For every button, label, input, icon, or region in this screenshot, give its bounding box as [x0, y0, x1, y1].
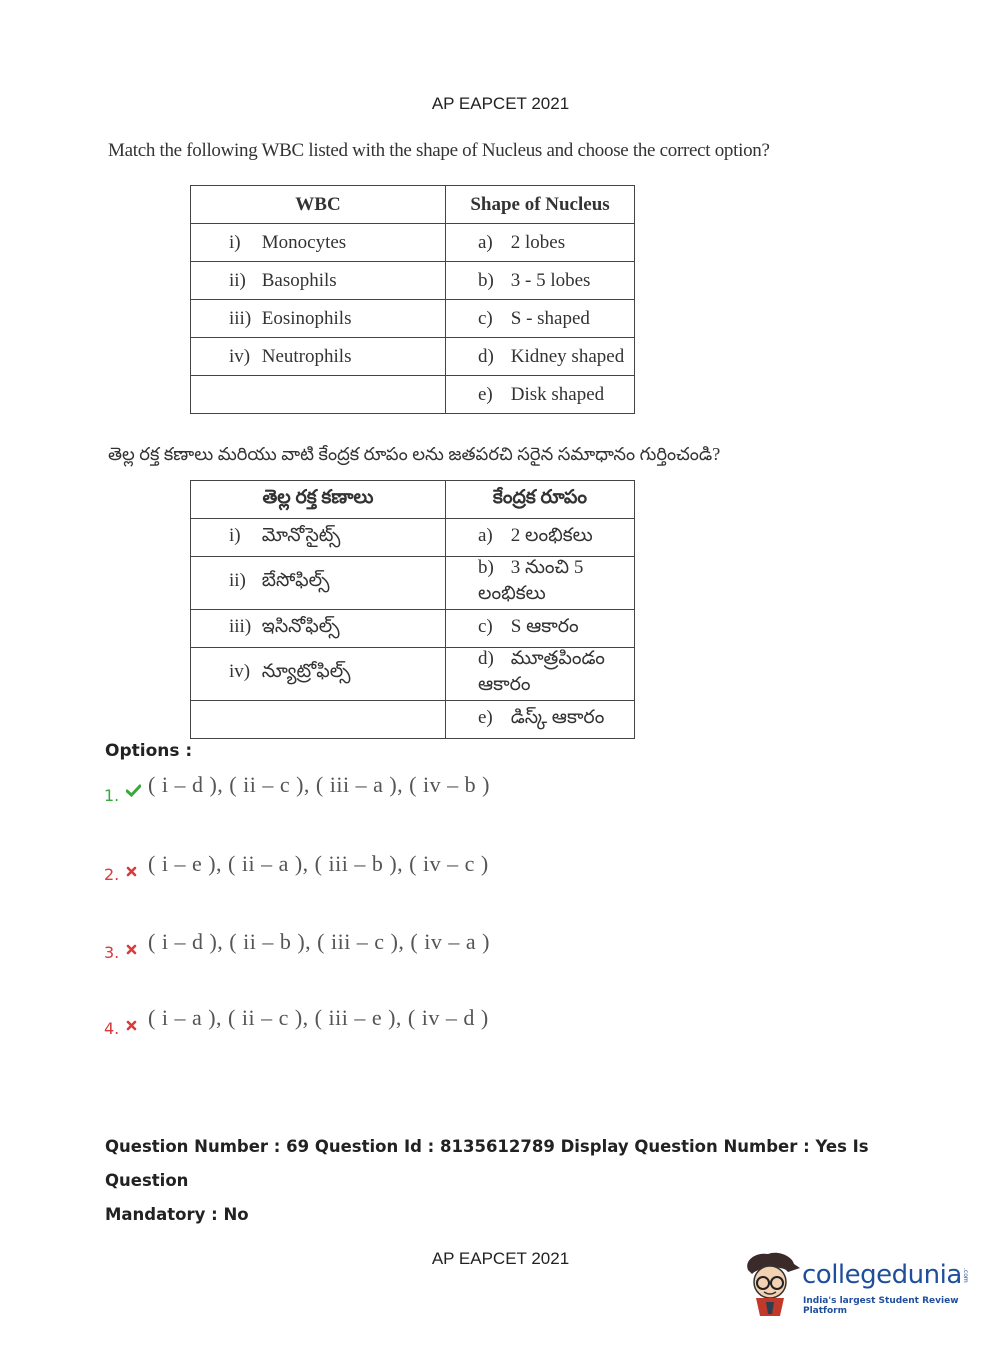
logo-brand-text: collegedunia	[802, 1260, 962, 1290]
row-marker: c)	[478, 615, 493, 637]
row-marker: e)	[478, 706, 493, 728]
row-marker: d)	[478, 648, 494, 669]
table-cell-left	[191, 338, 446, 376]
row-value: 3 - 5 lobes	[510, 269, 591, 291]
option-text: ( i – d ), ( ii – c ), ( iii – a ), ( iv – b )	[148, 772, 490, 797]
table-cell-right	[446, 300, 635, 338]
table-row	[191, 648, 635, 701]
check-icon	[126, 784, 141, 800]
option-text: ( i – a ), ( ii – c ), ( iii – e ), ( iv – d )	[148, 1005, 489, 1030]
option-text: ( i – e ), ( ii – a ), ( iii – b ), ( iv – c )	[148, 851, 489, 876]
row-marker: iv)	[229, 661, 251, 682]
options-label: Options :	[105, 741, 193, 761]
cross-icon	[126, 864, 137, 880]
table-row	[191, 338, 635, 376]
cross-icon	[126, 942, 137, 958]
match-table-english	[190, 185, 635, 414]
table-header-row	[191, 186, 635, 224]
collegedunia-logo	[740, 1250, 970, 1320]
table-cell-left	[191, 701, 446, 739]
row-marker: e)	[478, 383, 493, 405]
row-value: న్యూట్రోఫిల్స్	[261, 661, 351, 682]
logo-tagline: India's largest Student Review Platform	[803, 1296, 959, 1316]
row-marker: b)	[478, 557, 494, 578]
row-marker: i)	[229, 524, 241, 546]
table-cell-right	[446, 648, 635, 701]
table-cell-right	[446, 519, 635, 557]
row-value: Monocytes	[261, 231, 347, 253]
table-row	[191, 519, 635, 557]
row-value: 2 లంభికలు	[510, 524, 593, 546]
question-text-telugu: తెల్ల రక్త కణాలు మరియు వాటి కేంద్రక రూపం లను జతపరచి సరైన సమాధానం గుర్తించండి?	[108, 444, 721, 464]
table-cell-right	[446, 262, 635, 300]
row-value: ఇసినోఫిల్స్	[261, 615, 340, 637]
row-value: Eosinophils	[261, 307, 352, 329]
table-header-wbc: తెల్ల రక్త కణాలు	[191, 481, 446, 519]
row-value: Neutrophils	[261, 345, 352, 367]
row-value: Disk shaped	[510, 383, 605, 405]
row-value: డిస్క్ ఆకారం	[510, 706, 605, 728]
table-header-shape: కేంద్రక రూపం	[446, 481, 635, 519]
metadata-line-2: Mandatory : No	[105, 1205, 249, 1224]
table-cell-right	[446, 376, 635, 414]
row-value: మోనోసైట్స్	[261, 524, 341, 546]
row-marker: i)	[229, 231, 241, 253]
table-cell-right	[446, 701, 635, 739]
logo-suffix: .com	[962, 1268, 969, 1283]
row-marker: iii)	[229, 615, 252, 637]
table-cell-left	[191, 557, 446, 610]
row-value: Basophils	[261, 269, 337, 291]
row-marker: iv)	[229, 345, 251, 367]
row-value: 2 lobes	[510, 231, 566, 253]
table-cell-left	[191, 519, 446, 557]
row-value: Kidney shaped	[510, 345, 625, 367]
row-value: S - shaped	[510, 307, 590, 329]
option-number: 3.	[104, 943, 120, 962]
row-marker: ii)	[229, 570, 246, 591]
row-value: మూత్రపిండం ఆకారం	[478, 648, 605, 695]
option-number: 4.	[104, 1019, 120, 1038]
table-header-row	[191, 481, 635, 519]
row-marker: a)	[478, 231, 493, 253]
table-cell-left	[191, 610, 446, 648]
metadata-line-1: Question Number : 69 Question Id : 8135612789 Display Question Number : Yes Is Question	[105, 1137, 869, 1190]
table-header-wbc: WBC	[191, 186, 446, 224]
row-marker: ii)	[229, 269, 246, 291]
option-text: ( i – d ), ( ii – b ), ( iii – c ), ( iv – a )	[148, 929, 490, 954]
table-row	[191, 557, 635, 610]
row-value: బేసోఫిల్స్	[261, 570, 330, 591]
table-row	[191, 300, 635, 338]
question-metadata	[105, 1130, 905, 1232]
table-row	[191, 701, 635, 739]
option-number: 1.	[104, 786, 120, 805]
table-row	[191, 610, 635, 648]
table-cell-left	[191, 300, 446, 338]
table-row	[191, 376, 635, 414]
table-row	[191, 262, 635, 300]
table-cell-left	[191, 648, 446, 701]
table-header-shape: Shape of Nucleus	[446, 186, 635, 224]
option-number: 2.	[104, 865, 120, 884]
row-marker: c)	[478, 307, 493, 329]
table-cell-right	[446, 557, 635, 610]
mascot-icon	[740, 1250, 802, 1318]
table-cell-left	[191, 224, 446, 262]
cross-icon	[126, 1018, 137, 1034]
table-cell-right	[446, 610, 635, 648]
table-cell-left	[191, 376, 446, 414]
page-footer: AP EAPCET 2021	[431, 1249, 570, 1268]
page-header: AP EAPCET 2021	[431, 94, 570, 113]
table-cell-right	[446, 338, 635, 376]
row-marker: a)	[478, 524, 493, 546]
row-marker: iii)	[229, 307, 252, 329]
question-text-english: Match the following WBC listed with the shape of Nucleus and choose the correct option?	[108, 140, 770, 161]
row-value: S ఆకారం	[510, 615, 579, 637]
row-marker: b)	[478, 269, 494, 291]
row-marker: d)	[478, 345, 494, 367]
row-value: 3 నుంచి 5 లంభికలు	[478, 557, 584, 604]
table-cell-left	[191, 262, 446, 300]
table-row	[191, 224, 635, 262]
table-cell-right	[446, 224, 635, 262]
match-table-telugu	[190, 480, 635, 739]
